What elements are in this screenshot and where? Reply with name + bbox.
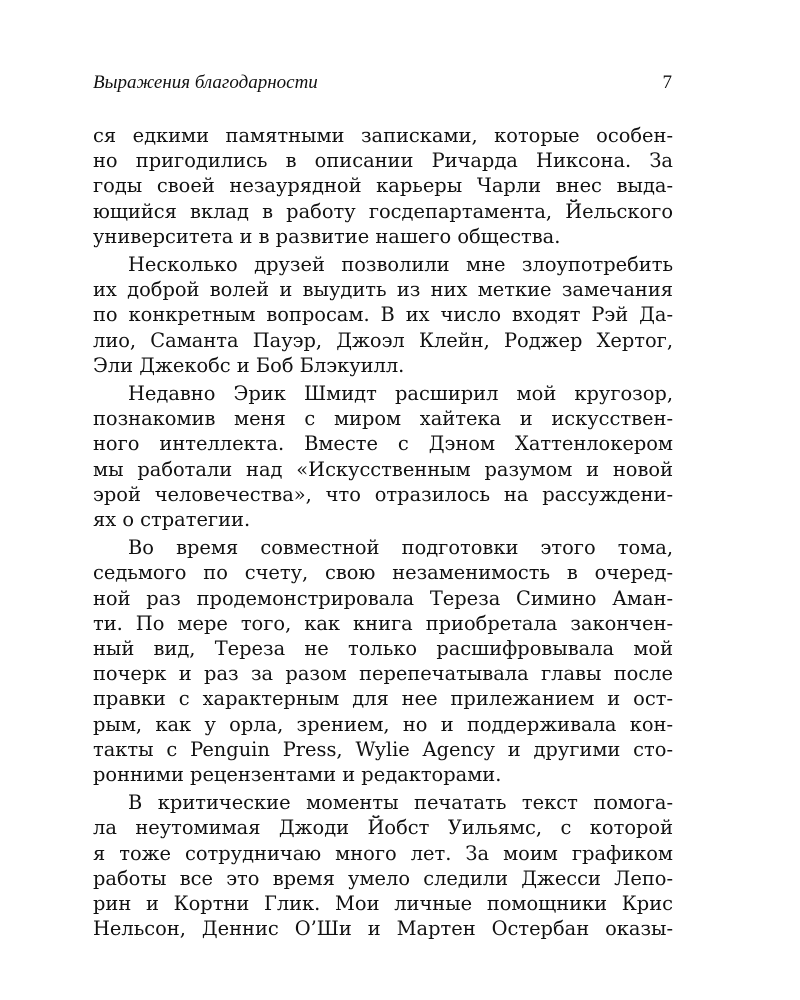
text-line: ного интеллекта. Вместе с Дэном Хаттенлокером [93,432,673,456]
text-line: почерк и раз за разом перепечатывала главы после [93,662,673,686]
text-line: седьмого по счету, свою незаменимость в очеред- [93,561,673,585]
text-line: ся едкими памятными записками, которые особен- [93,124,673,147]
page-number: 7 [662,72,672,93]
paragraph-4 [93,535,673,787]
text-line: ной раз продемонстрировала Тереза Симино Аман- [93,586,673,610]
text-line: Недавно Эрик Шмидт расширил мой кругозор, [128,382,673,406]
chapter-title: Выражения благодарности [93,72,318,93]
text-line: эрой человечества», что отразилось на рассуждени- [93,482,673,506]
text-line: ях о стратегии. [93,508,251,532]
paragraph-3 [93,381,673,532]
text-line: лио, Саманта Пауэр, Джоэл Клейн, Роджер Хертог, [93,328,673,352]
text-line: познакомив меня с миром хайтека и искусствен- [93,407,673,431]
text-line: ющийся вклад в работу госдепартамента, Йельского [93,199,673,223]
text-line: годы своей незаурядной карьеры Чарли внес выда- [93,174,673,198]
text-line: Во время совместной подготовки этого тома, [128,536,673,560]
paragraph-2 [93,252,673,378]
text-line: мы работали над «Искусственным разумом и новой [93,457,673,481]
book-page [93,72,673,945]
text-line: рым, как у орла, зрением, но и поддерживала кон- [93,712,673,736]
text-line: В критические моменты печатать текст помога- [128,791,673,815]
body-text [93,123,673,942]
text-line: такты с Penguin Press, Wylie Agency и другими сто- [93,737,673,761]
text-line: Эли Джекобс и Боб Блэкуилл. [93,353,405,377]
text-line: университета и в развитие нашего общества. [93,224,561,248]
running-header [93,72,673,98]
text-line: по конкретным вопросам. В их число входят Рэй Да- [93,303,673,327]
paragraph-5 [93,790,673,941]
text-line: их доброй волей и выудить из них меткие замечания [93,278,673,302]
text-line: ти. По мере того, как книга приобретала закончен- [93,611,673,635]
text-line: ла неутомимая Джоди Йобст Уильямс, с которой [93,816,673,840]
text-line: Несколько друзей позволили мне злоупотребить [128,253,673,277]
text-line: ронними рецензентами и редакторами. [93,763,502,787]
text-line: правки с характерным для нее прилежанием и ост- [93,687,673,711]
text-line: ный вид, Тереза не только расшифровывала мой [93,637,673,661]
text-line: но пригодились в описании Ричарда Никсона. За [93,149,673,173]
text-line: я тоже сотрудничаю много лет. За моим графиком [93,841,673,865]
paragraph-1 [93,123,673,249]
text-line: рин и Кортни Глик. Мои личные помощники Крис [93,892,673,916]
text-line: Нельсон, Деннис О’Ши и Мартен Остербан оказы- [93,917,673,941]
text-line: работы все это время умело следили Джесси Лепо- [93,866,673,890]
